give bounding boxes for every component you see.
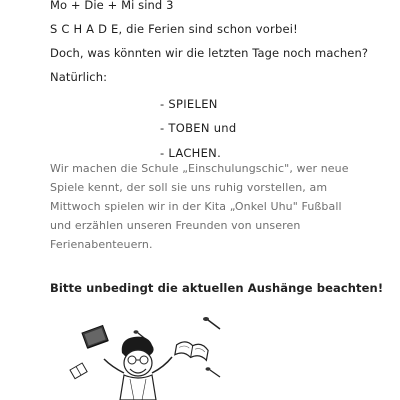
open-book-icon bbox=[175, 340, 209, 360]
question-line: Doch, was könnten wir die letzten Tage noch machen? bbox=[50, 46, 369, 60]
description-line: Spiele kennt, der soll sie uns ruhig vorstellen, am bbox=[50, 181, 328, 194]
natuerlich-line: Natürlich: bbox=[50, 70, 108, 84]
activity-item: - SPIELEN bbox=[160, 97, 218, 111]
pencil-icon bbox=[206, 367, 221, 377]
flying-book-icon bbox=[82, 325, 108, 348]
days-line: Mo + Die + Mi sind 3 bbox=[50, 0, 174, 12]
pencil-icon bbox=[203, 317, 220, 329]
activity-item: - LACHEN. bbox=[160, 146, 222, 160]
description-line: und erzählen unseren Freunden von unseren bbox=[50, 219, 301, 232]
notice-line: Bitte unbedingt die aktuellen Aushänge beachten! bbox=[50, 281, 384, 295]
small-book-icon bbox=[70, 363, 87, 379]
schade-line: S C H A D E, die Ferien sind schon vorbei! bbox=[50, 22, 298, 36]
description-line: Wir machen die Schule „Einschulungschic", wer neue bbox=[50, 162, 349, 175]
activity-item: - TOBEN und bbox=[160, 121, 237, 135]
description-line: Mittwoch spielen wir in der Kita „Onkel Uhu" Fußball bbox=[50, 200, 342, 213]
boy-figure bbox=[104, 337, 172, 400]
description-line: Ferienabenteuern. bbox=[50, 238, 153, 251]
cartoon-illustration bbox=[60, 315, 260, 400]
